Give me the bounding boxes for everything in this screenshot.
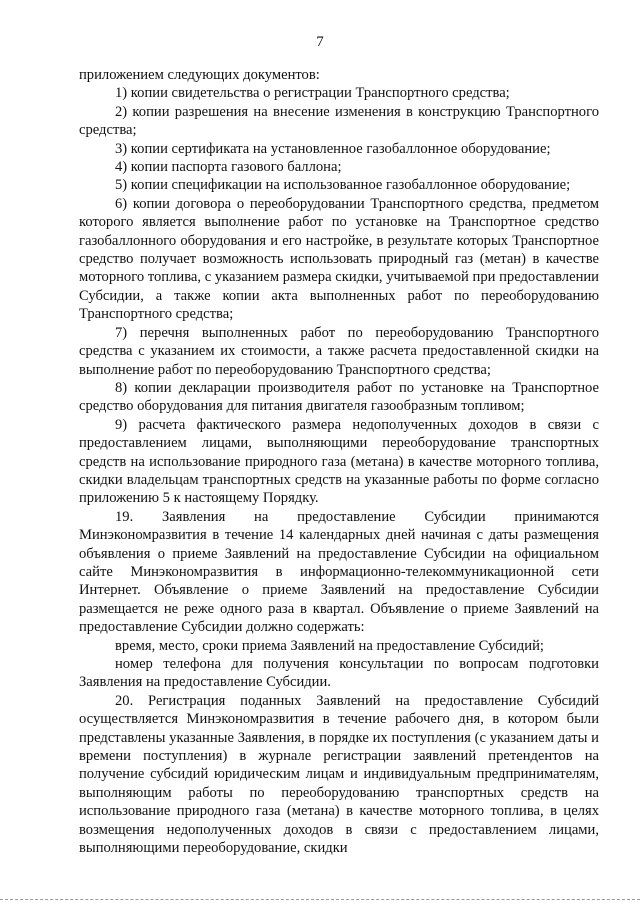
list-item-5: 5) копии спецификации на использованное газобаллонное оборудование; [115, 177, 571, 194]
announcement-item-time-place: время, место, сроки приема Заявлений на предоставление Субсидий; [115, 637, 544, 654]
page-bottom-edge [0, 899, 640, 901]
paragraph-20: 20. Регистрация поданных Заявлений на предоставление Субсидий осуществляется Минэкономразвития в течение рабочего дня, в котором были представлены указанные Заявления, в порядке их поступления (с указанием даты и времени поступления) в журнале регистрации заявлений претендентов на получение субсидий юридическим лицам и индивидуальным предпринимателям, выполняющим работы по переоборудованию транспортных средств на использование природного газа (метана) в качестве моторного топлива, в целях возмещения недополученных доходов в связи с предоставлением лицами, выполняющими переоборудование, скидки [79, 692, 599, 857]
announcement-item-phone: номер телефона для получения консультации по вопросам подготовки Заявления на предоставление Субсидии. [79, 656, 599, 691]
list-item-6: 6) копии договора о переоборудовании Транспортного средства, предметом которого является выполнение работ по установке на Транспортное средство газобаллонного оборудования и его настройке, в результате которых Транспортное средство получает возможность использовать природный газ (метан) в качестве моторного топлива, с указанием размера скидки, учитываемой при предоставлении Субсидии, а также копии акта выполненных работ по переоборудованию Транспортного средства; [79, 195, 599, 323]
list-item-9: 9) расчета фактического размера недополученных доходов в связи с предоставлением лицами, выполняющими переоборудование транспортных средств на использование природного газа (метана) в качестве моторного топлива, скидки владельцам транспортных средств на указанные работы по форме согласно приложению 5 к настоящему Порядку. [79, 416, 599, 507]
list-item-7: 7) перечня выполненных работ по переоборудованию Транспортного средства с указанием их стоимости, а также расчета предоставленной скидки на выполнение работ по переоборудованию Транспортного средства; [79, 324, 599, 378]
list-item-8: 8) копии декларации производителя работ по установке на Транспортное средство оборудования для питания двигателя газообразным топливом; [79, 379, 599, 415]
paragraph-19: 19. Заявления на предоставление Субсидии принимаются Минэкономразвития в течение 14 календарных дней начиная с даты размещения объявления о приеме Заявлений на предоставление Субсидии на официальном сайте Минэкономразвития в информационно-телекоммуникационной сети Интернет. Объявление о приеме Заявлений на предоставление Субсидии размещается не реже одного раза в квартал. Объявление о приеме Заявлений на предоставление Субсидии должно содержать: [79, 508, 599, 636]
paragraph-continuation: приложением следующих документов: [79, 67, 320, 83]
document-body [79, 66, 599, 857]
list-item-3: 3) копии сертификата на установленное газобаллонное оборудование; [115, 140, 551, 157]
page-number: 7 [316, 34, 324, 50]
list-item-2: 2) копии разрешения на внесение изменения в конструкцию Транспортного средства; [79, 103, 599, 139]
list-item-4: 4) копии паспорта газового баллона; [115, 159, 342, 176]
list-item-1: 1) копии свидетельства о регистрации Транспортного средства; [115, 85, 510, 102]
